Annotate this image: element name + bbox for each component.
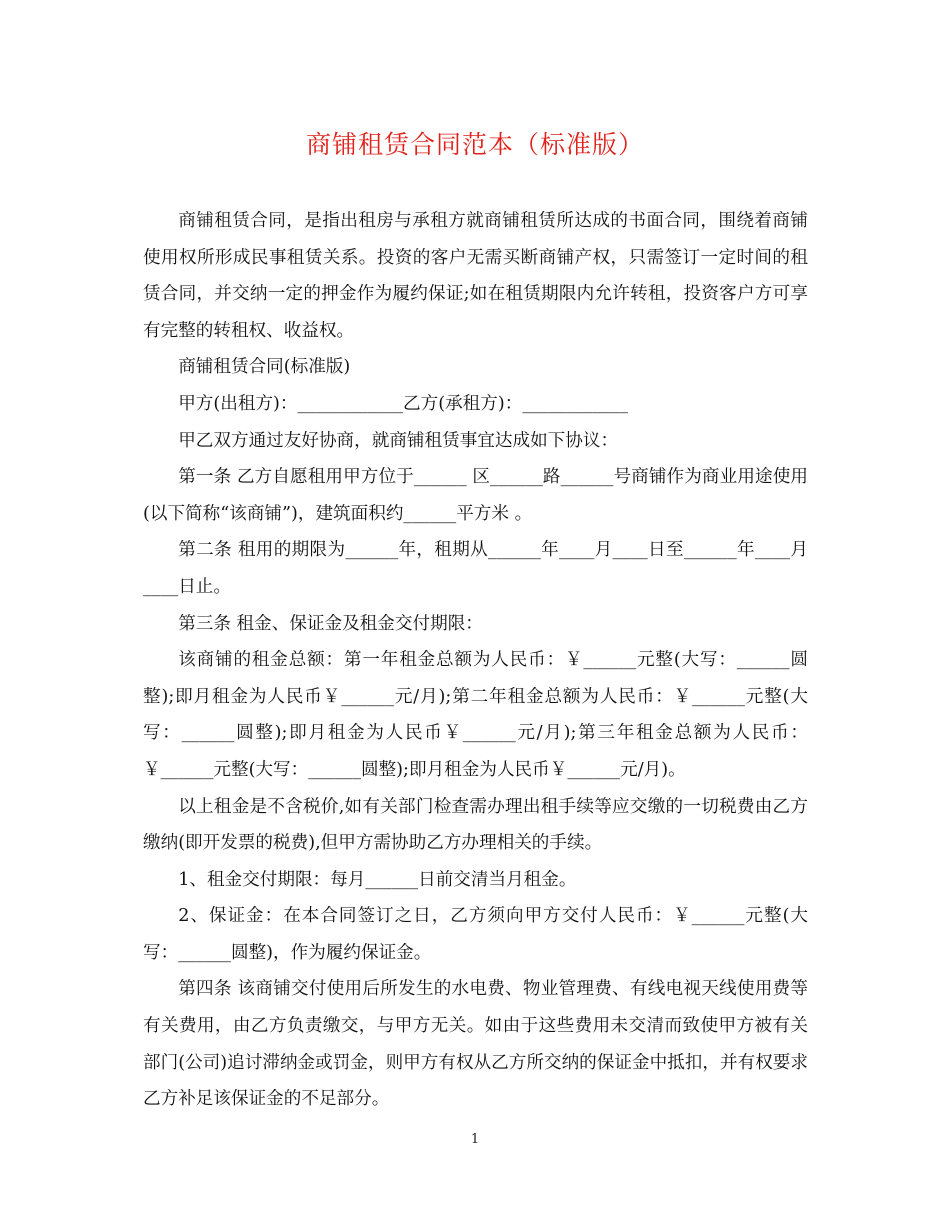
article-3-heading: 第三条 租金、保证金及租金交付期限： [178,613,483,634]
intro-paragraph: 商铺租赁合同，是指出租房与承租方就商铺租赁所达成的书面合同，围绕着商铺使用权所形成民事租赁关系。投资的客户无需买断商铺产权，只需签订一定时间的租赁合同，并交纳一定的押金作为履约保证;如在租赁期限内允许转租，投资客户方可享有完整的转租权、收益权。 [143,211,808,341]
tax-paragraph: 以上租金是不含税价,如有关部门检查需办理出租手续等应交缴的一切税费由乙方缴纳(即开发票的税费),但甲方需协助乙方办理相关的手续。 [143,796,808,854]
agreement-statement: 甲乙双方通过友好协商，就商铺租赁事宜达成如下协议： [178,430,619,451]
article-4: 第四条 该商铺交付使用后所发生的水电费、物业管理费、有线电视天线使用费等有关费用，由乙方负责缴交，与甲方无关。如由于这些费用未交清而致使甲方被有关部门(公司)追讨滞纳金或罚金，则甲方有权从乙方所交纳的保证金中抵扣，并有权要求乙方补足该保证金的不足部分。 [143,979,808,1110]
deposit-term: 2、保证金：在本合同签订之日，乙方须向甲方交付人民币：￥______元整(大写：______圆整)，作为履约保证金。 [143,906,808,963]
page-number: 1 [470,1132,480,1147]
rent-payment-term: 1、租金交付期限：每月______日前交清当月租金。 [178,869,577,890]
contract-heading: 商铺租赁合同(标准版) [178,357,351,378]
article-2: 第二条 租用的期限为______年，租期从______年____月____日至______年____月____日止。 [143,540,808,597]
document-title: 商铺租赁合同范本（标准版） [305,130,644,159]
article-1: 第一条 乙方自愿租用甲方位于______ 区______路______号商铺作为商业用途使用(以下简称“该商铺”)，建筑面积约______平方米 。 [143,467,808,524]
rent-amount-paragraph: 该商铺的租金总额：第一年租金总额为人民币：￥______元整(大写：______圆整);即月租金为人民币￥______元/月);第二年租金总额为人民币：￥______元整(大写：______圆整);即月租金为人民币￥______元/月);第三年租金总额为人民币：￥______元整(大写：______圆整);即月租金为人民币￥______元/月)。 [143,650,808,780]
parties-line: 甲方(出租方)：____________乙方(承租方)：____________ [178,393,628,414]
document-body [143,203,808,1118]
